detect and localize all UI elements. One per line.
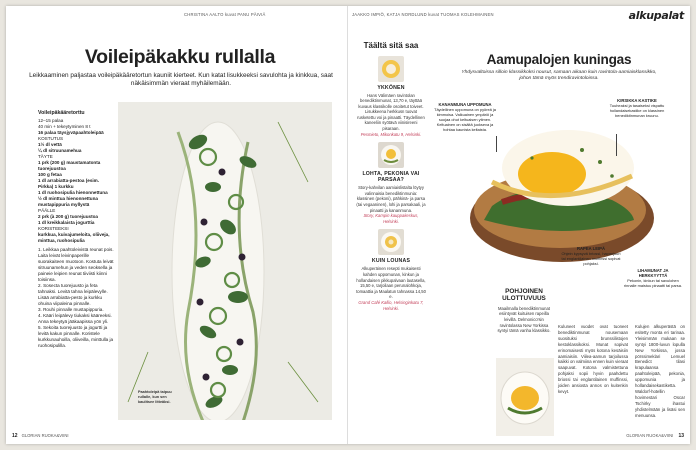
recipe-line: KOSTUTUS <box>38 136 64 141</box>
recipe-line: TÄYTE <box>38 154 53 159</box>
annotation-title: KIRSIKKA KASTIKE <box>617 98 657 103</box>
sidebar-thumb-1 <box>378 56 404 82</box>
annotation-sauce <box>606 98 668 118</box>
recipe-line: KORISTEEKSI <box>38 226 69 231</box>
annotation-title: LIHAMUNAT JA HERKKYYTTÄ <box>637 268 669 278</box>
body-column-1: Kuluneet vuodet ovat tuoneet benediktinmunat nousemaan suosituksi brunssilistojen kestoklassikoksi. Munat sopivat erinomaisesti myös kotona kesäisiin aamiaisiin. Viilea-aamun tarjoilussa kaikki on valmiina ennen kuin vieraat saapuvat. Kotona valmistettuna pohjaksi sopii hyvin paahdettu briossi tai englantilainen muffinssi, joiden ansiosta annos on kuitenkin kevyt. <box>558 324 628 394</box>
annotation-egg <box>434 102 496 132</box>
right-page-number: 13 <box>678 433 684 439</box>
recipe-line: ½ dl minttua hienonnettuna mustapippuria myllystä <box>38 196 98 207</box>
sidebar-entry-place: Grand Café Kallio, Helsinginkatu 7, Helsinki. <box>358 299 424 311</box>
sidebar-entry-body: Alkuperäinen resepti mukaisesti kahden uppomunan, kinkun ja hollandaisen pikkupalvaan lautasella, 15,50 e, tarjoilaan perunalohkoja, tomaattia ja Maalatun tahnassa 14,50 e. <box>356 266 426 300</box>
annotation-title: KANANMUNA UPPOMUNA <box>438 102 492 107</box>
recipe-line: 1 dl ruohosipulia hienonnettuna <box>38 190 108 195</box>
recipe-line: 12–15 palaa <box>38 118 64 123</box>
sandwich-cake-photo <box>118 102 332 420</box>
pull-box <box>494 288 554 334</box>
body-column-2: Kulujen alkuperästä on esitetty monta eri tarinaa. Yleisimmän mukaan se syntyi 1800-luvun lopulla New Yorkissa, jossa pörssimeklari Lemuel Benedict tilasi krapulaansa paahtoleipää, pekonia, uppomunia ja hollandaisekastiketta. Waldorf-hotellin hovimestari Oscar Tschirky ihastui yhdistelmään ja lisäsi sen menuunsa. <box>635 324 685 418</box>
recipe-line: 1 dl kreikkalaista jogurttia <box>38 220 95 225</box>
magazine-spread <box>6 6 690 444</box>
pull-box-title: POHJOINEN ULOTTUVUUS <box>502 288 546 303</box>
left-header-credits: CHRISTINA AALTO kuvat PANU PÄIVIÄ <box>184 12 266 17</box>
left-footer-text: GLORIAN RUOKA&VIINI <box>21 433 69 438</box>
annotation-body: Täydellinen uppomuna on pyöreä ja kimmoisa. Valkuainen ympäröi ja suojaa ohut keltuaisen ytimen. Keltuainen on sisältä juokseva ja hohtaa kaunista keltaista. <box>434 107 496 132</box>
recipe-step: 3. Rouhi pinnalle mustapippuria. <box>38 307 104 312</box>
right-brand-logo: alkupalat <box>628 9 684 22</box>
sidebar-thumb-2 <box>378 142 404 168</box>
recipe-line: 2 prk (à 200 g) tuorejuustoa <box>38 214 98 219</box>
recipe-step: 5. Sekoita tuorejuusto ja jogurtti ja levitä kakun pinnalle. Koristele kurkkunauhoilla, oliiveilla, minttulla ja ruohosipulilla. <box>38 325 114 348</box>
left-page-number: 12 <box>12 433 18 439</box>
recipe-line: 1½ dl vettä <box>38 142 62 147</box>
sidebar-entry-place: Pesmieto, Mikonkatu 9, Helsinki. <box>360 131 422 137</box>
pull-box-body: Maailmalla benediktinmunat esiintyvät kuituisen rapeilla leivillä. Delmonico'sin ravintolassa New Yorkissa syntyi tämä vanha klassikko. <box>497 305 551 334</box>
recipe-line: 1 prk (200 g) maustamatonta tuorejuustoa <box>38 160 101 171</box>
recipe-step: 2. Sosecta tuorejuusto ja feta tahnaksi. Levitä tahna leipälevylle. Lisää arrabiatta-pesto ja kurkku ohuina viipaleina pinnalle. <box>38 283 108 306</box>
small-dish-photo <box>496 358 554 436</box>
recipe-line: kurkkua, kuivajumeloita, oliiveja, minttua, ruohosipulia <box>38 232 110 243</box>
sidebar-entry <box>356 142 426 224</box>
annotation-extras <box>624 268 682 288</box>
annotation-body: Pekonin, kinkun tai savulohen rinnalle maistuu pinaatti tai parsa. <box>624 278 682 288</box>
sidebar-entry <box>356 229 426 311</box>
sidebar-thumb-3 <box>378 229 404 255</box>
recipe-line: 100 g fetaa <box>38 172 62 177</box>
recipe-title: Voileipäkääretorttu <box>38 110 85 116</box>
sidebar-where-to-get <box>356 42 426 311</box>
recipe-line: ¼ dl sitruunamehua <box>38 148 82 153</box>
recipe-steps <box>38 247 114 349</box>
right-header-credits: JAAKKO IMPIÖ, KATJA NORDLUND kuvat TUOMAS KOLEHMAINEN <box>352 12 494 17</box>
sidebar-entry-title: LOHTA, PEKONIA VAI PARSAA? <box>362 171 420 184</box>
left-footer <box>12 433 69 439</box>
sidebar-entry-body: Story-kahvilan aamiaislistalta löytyy valinnaisia benediktinmunia: klassinen (pekoni), pähkinä- ja parsa (tai vegaaninen), lohi ja parsakaali, ja pinaatti ja kananmuna. <box>356 185 426 213</box>
annotation-pointer <box>496 136 497 152</box>
annotation-bread <box>560 246 622 266</box>
right-footer <box>626 433 684 439</box>
right-footer-text: GLORIAN RUOKA&VIINI <box>626 433 674 438</box>
left-article-title: Voileipäkakku rullalla <box>84 46 276 68</box>
recipe-line: PÄÄLLE <box>38 208 56 213</box>
photo-caption: Paahtoleipä taipuu rullalle, kun sen kaulitsee litteäksi. <box>138 390 172 404</box>
recipe-box <box>38 110 114 349</box>
annotation-title: RAPEA LEIPÄ <box>577 246 605 251</box>
recipe-line: 1 dl arrabiatta-pestoa (esim. Pirkka) 1 kurkku <box>38 178 100 189</box>
annotation-body: Ohjein kypsyvä briossi, hapanjuuri tai englantilainen muffinssi sopivat pohjaksi. <box>561 251 621 266</box>
recipe-step: 1. Leikkaa paahtoleivistä reunat pois. Laita leivät leivinpaperille suorakaiteen muotoon. Kostuta leivät sitruunamehun ja veden seoksella ja paineie leipien reunat tiiviisti kiinni toisiinsa. <box>38 247 114 282</box>
right-page <box>348 6 690 444</box>
annotation-pointer <box>616 134 617 156</box>
right-article-deck: Yhdysvaltoissa silloin klassikkoksi nousut, samaan aikaan kuin ravintola-aamiaisklassikko, johon tämä myös trendiravintoloissa. <box>461 70 657 82</box>
sidebar-entry-title: KUIN LOUNAS <box>371 258 411 265</box>
right-article-title: Aamupalojen kuningas <box>486 52 632 67</box>
left-article-deck: Leikkaaminen paljastaa voileipäkääretortun kauniit kierteet. Kun katat lisukkeeksi savulohta ja kinkkua, saat näkäisimmän vieraat myhäilemään. <box>29 72 333 88</box>
recipe-step: 4. Kääri leipälevy tiukaksi kääreeksi. Anna tekeytyä jääkaapissa yön yli. <box>38 313 112 324</box>
left-page <box>6 6 348 444</box>
sidebar-entry <box>356 56 426 138</box>
annotation-body: Tuuheaksi ja tasaiseksi vispattu hollandaisekastike on klassinen benediktinmunan kruunu. <box>609 103 665 118</box>
sidebar-entry-body: Hans Välimäen ravintolan benediktinmunat, 13,70 e, täyttää kuvaus klassikolle osoitetut toiveet. Lisukkeena herkkusn tuovat rusketettu voi ja pinaatti. Täydellinen kaneeliin syötävä viinisireeni pisaraan. <box>357 92 425 132</box>
recipe-line: 16 palaa täysjyväpaahtoleipää <box>38 130 104 135</box>
sidebar-entry-title: YKKÖNEN <box>377 84 405 91</box>
sidebar-entry-place: Story, Kampin kauppakeskus, Helsinki. <box>363 213 419 224</box>
recipe-line: 40 min + tekeytyminen 8 t <box>38 124 91 129</box>
sidebar-heading: Täältä sitä saa <box>363 41 419 50</box>
